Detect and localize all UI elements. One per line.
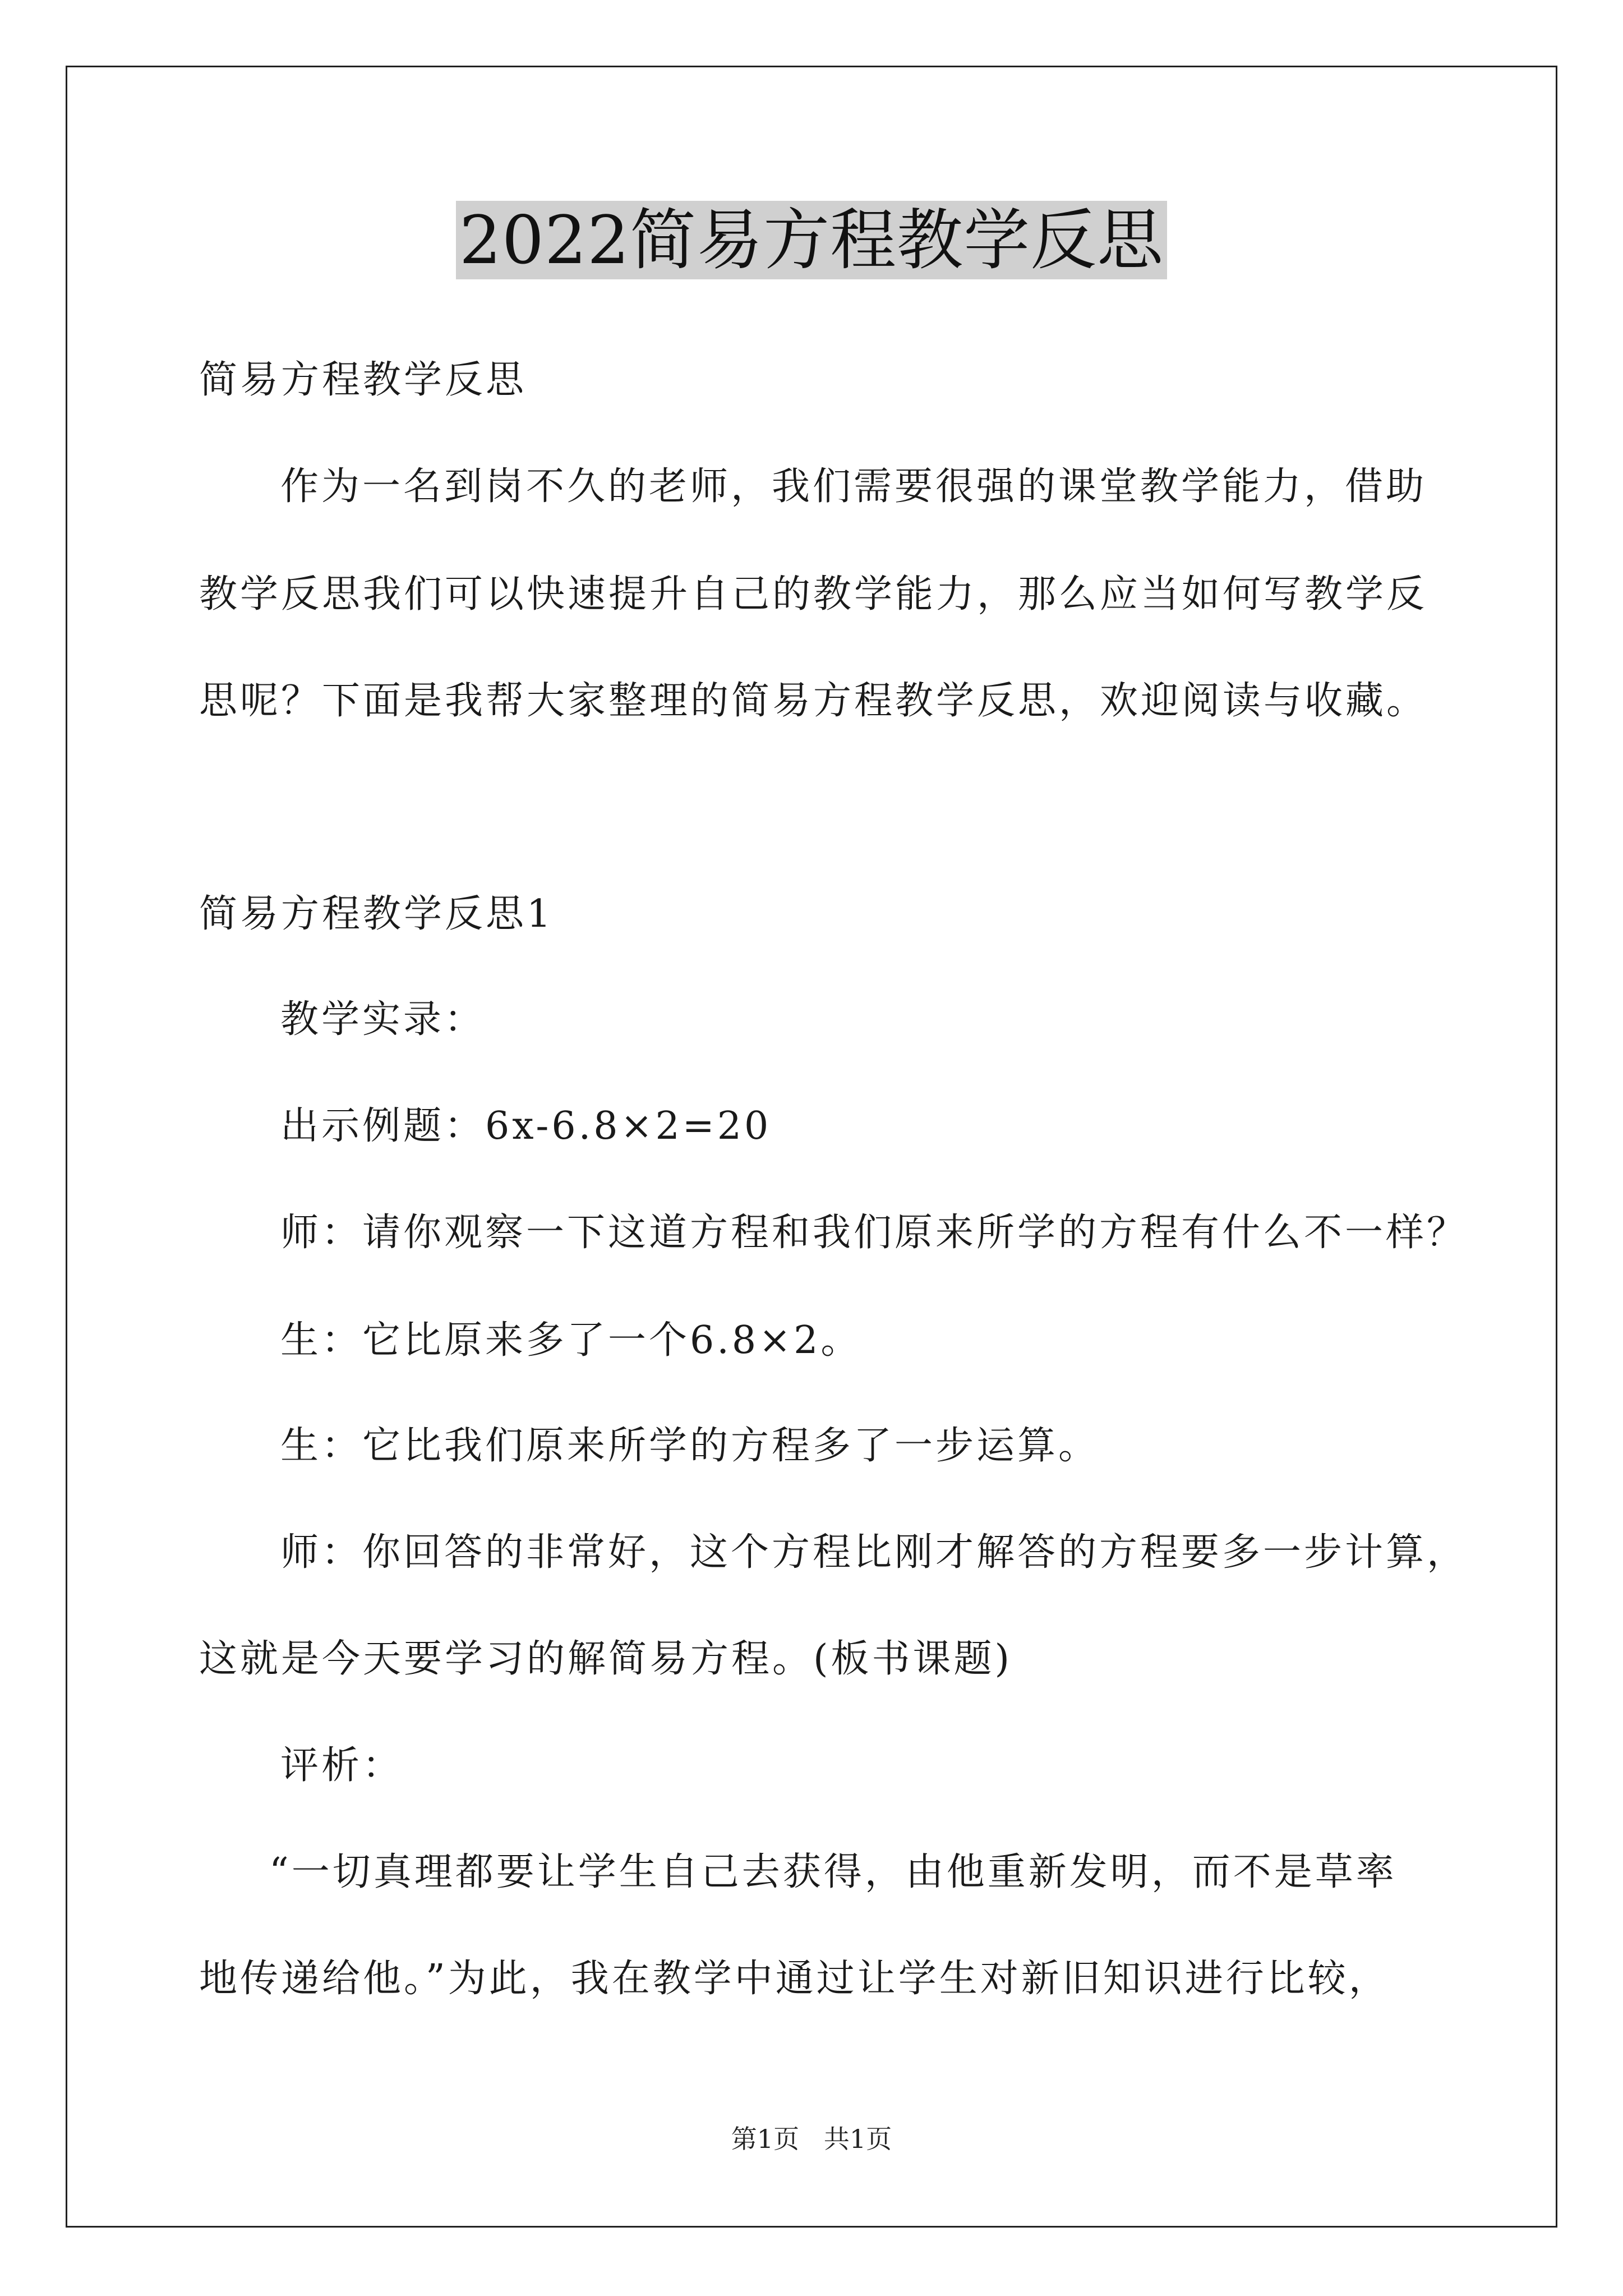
paragraph-line: “一切真理都要让学生自己去获得，由他重新发明，而不是草率 xyxy=(269,1850,1397,1894)
paragraph-line: 出示例题：6x-6.8×2=20 xyxy=(280,1104,772,1148)
paragraph-line: 地传递给他。”为此，我在教学中通过让学生对新旧知识进行比较， xyxy=(199,1957,1390,2001)
document-title: 2022简易方程教学反思 xyxy=(456,201,1167,279)
page-footer: 第1页 共1页 xyxy=(731,2124,892,2154)
paragraph-line: 这就是今天要学习的解简易方程。(板书课题) xyxy=(199,1637,1013,1681)
paragraph-line: 生：它比我们原来所学的方程多了一步运算。 xyxy=(280,1424,1100,1468)
section-heading: 简易方程教学反思1 xyxy=(199,892,554,936)
paragraph-line: 师：你回答的非常好，这个方程比刚才解答的方程要多一步计算， xyxy=(280,1530,1468,1575)
title-container xyxy=(0,201,1623,279)
paragraph-line: 生：它比原来多了一个6.8×2。 xyxy=(280,1318,862,1363)
paragraph-line: 作为一名到岗不久的老师，我们需要很强的课堂教学能力，借助 xyxy=(280,464,1427,509)
paragraph-line: 教学反思我们可以快速提升自己的教学能力，那么应当如何写教学反 xyxy=(199,572,1428,616)
subtitle: 简易方程教学反思 xyxy=(199,358,527,402)
paragraph-line: 思呢？下面是我帮大家整理的简易方程教学反思，欢迎阅读与收藏。 xyxy=(199,679,1428,723)
paragraph-line: 评析： xyxy=(280,1743,404,1788)
paragraph-line: 教学实录： xyxy=(280,997,486,1042)
paragraph-line: 师：请你观察一下这道方程和我们原来所学的方程有什么不一样？ xyxy=(280,1211,1468,1255)
